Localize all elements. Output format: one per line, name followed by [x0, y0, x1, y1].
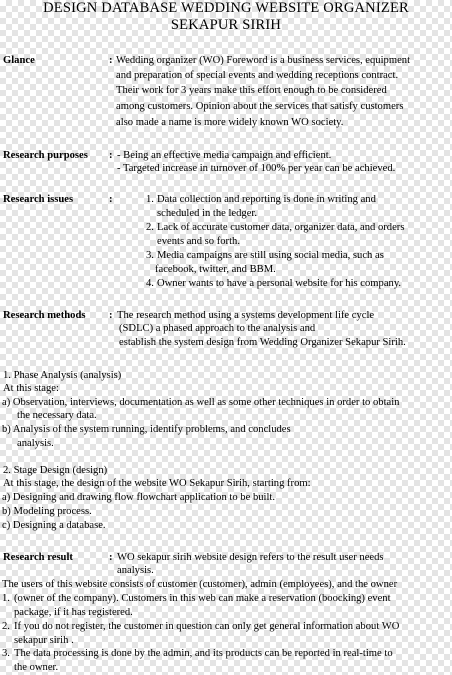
methods-line: establish the system design from Wedding Organizer Sekapur Sirih.: [119, 337, 406, 348]
glance-line: Wedding organizer (WO) Foreword is a business services, equipment: [116, 55, 411, 66]
issue-line: events and so forth.: [157, 236, 240, 247]
issue-line: Media campaigns are still using social media, such as: [157, 250, 384, 261]
glance-line: Their work for 3 years make this effort enough to be considered: [116, 85, 387, 96]
result-item-line: If you do not register, the customer in question can only get general information about WO: [14, 621, 400, 632]
methods-line: The research method using a systems development life cycle: [117, 310, 375, 321]
methods-line: (SDLC) a phased approach to the analysis and: [119, 323, 316, 334]
result-line: WO sekapur sirih website design refers to the result user needs: [117, 552, 384, 563]
stage-design-intro: At this stage, the design of the website WO Sekapur Sirih, starting from:: [3, 478, 311, 489]
issue-line: Lack of accurate customer data, organizer data, and orders: [157, 222, 405, 233]
purposes-line: - Targeted increase in turnover of 100% per year can be achieved.: [117, 163, 396, 174]
issue-line: Owner wants to have a personal website for his company.: [157, 278, 402, 289]
stage-design-line: b) Modeling process.: [2, 506, 92, 517]
purposes-line: - Being an effective media campaign and efficient.: [117, 150, 332, 161]
issue-number: 2.: [146, 222, 154, 233]
issue-line: scheduled in the ledger.: [157, 208, 258, 219]
result-item-line: the owner.: [14, 662, 59, 673]
result-colon: :: [109, 552, 113, 563]
stage-design-line: a) Designing and drawing flow flowchart application to be built.: [2, 492, 276, 503]
purposes-label: Research purposes: [3, 150, 88, 161]
result-item-line: (owner of the company). Customers in this web can make a reservation (boocking) event: [14, 593, 391, 604]
phase-analysis-intro: At this stage:: [3, 383, 59, 394]
stage-design-heading: 2. Stage Design (design): [3, 465, 108, 476]
result-item-line: The data processing is done by the admin, and its products can be reported in real-time to: [14, 648, 393, 659]
issue-line: facebook, twitter, and BBM.: [155, 264, 276, 275]
phase-analysis-line: the necessary data.: [17, 410, 97, 421]
result-label: Research result: [3, 552, 73, 563]
glance-colon: :: [109, 55, 113, 66]
issue-number: 1.: [146, 194, 154, 205]
result-users-line: The users of this website consists of customer (customer), admin (employees), and the owner: [2, 579, 398, 590]
phase-analysis-line: a) Observation, interviews, documentation as well as some other techniques in order to obtain: [2, 397, 400, 408]
purposes-colon: :: [109, 150, 113, 161]
result-line: analysis.: [117, 565, 154, 576]
phase-analysis-line: b) Analysis of the system running, identify problems, and concludes: [2, 424, 291, 435]
result-item-line: sekapur sirih .: [14, 635, 74, 646]
glance-label: Glance: [3, 55, 35, 66]
issue-number: 3.: [146, 250, 154, 261]
result-item-line: package, if it has registered.: [14, 607, 133, 618]
stage-design-line: c) Designing a database.: [2, 520, 106, 531]
document-title-line-1: DESIGN DATABASE WEDDING WEBSITE ORGANIZER: [43, 0, 409, 16]
phase-analysis-line: analysis.: [17, 438, 54, 449]
glance-line: also made a name is more widely known WO society.: [116, 117, 344, 128]
document-title-line-2: SEKAPUR SIRIH: [170, 17, 282, 33]
glance-line: among customers. Opinion about the services that satisfy customers: [116, 101, 404, 112]
result-item-number: 2.: [2, 621, 10, 632]
issues-label: Research issues: [3, 194, 74, 205]
result-item-number: 3.: [2, 648, 10, 659]
methods-colon: :: [109, 310, 113, 321]
phase-analysis-heading: 1. Phase Analysis (analysis): [3, 370, 122, 381]
issue-line: Data collection and reporting is done in writing and: [157, 194, 376, 205]
result-item-number: 1.: [2, 593, 10, 604]
issues-colon: :: [109, 194, 113, 205]
issue-number: 4.: [146, 278, 154, 289]
methods-label: Research methods: [3, 310, 86, 321]
glance-line: and preparation of special events and wedding receptions contract.: [116, 70, 399, 81]
